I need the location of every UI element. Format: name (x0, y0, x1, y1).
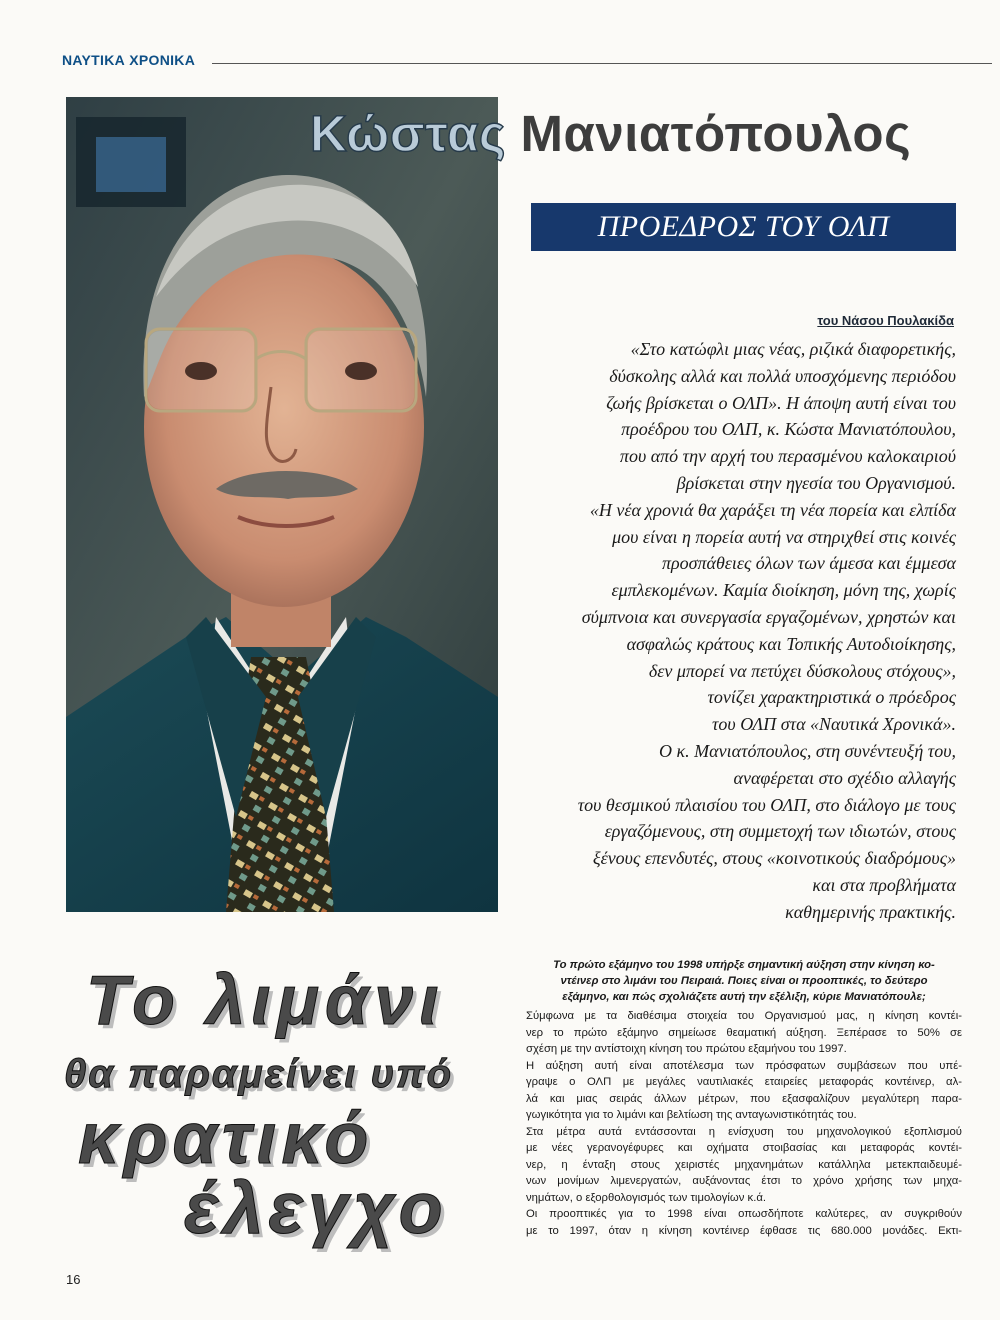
answer-line: λά και μιας σειράς άλλων μέτρων, που εξασφαλίζουν μεγαλύτερη παρα- (526, 1092, 962, 1105)
article-title (310, 104, 970, 174)
headline-line-3: κρατικό (78, 1099, 374, 1179)
interview-question (526, 957, 962, 1005)
question-line: εξάμηνο, και πώς σχολιάζετε αυτή την εξέλιξη, κύριε Μανιατόπουλε; (562, 991, 926, 1003)
intro-line: καθημερινής πρακτικής. (785, 901, 956, 922)
intro-line: τονίζει χαρακτηριστικά ο πρόεδρος (707, 687, 956, 708)
intro-line: εργαζόμενους, στη συμμετοχή των ιδιωτών, στους (604, 821, 956, 842)
title-first-name: Κώστας (310, 105, 506, 162)
title-last-name: Μανιατόπουλος (520, 105, 912, 162)
intro-line: προσπάθειες όλων των άμεσα και έμμεσα (661, 553, 956, 574)
intro-paragraph (508, 336, 956, 926)
interview-answer (526, 1008, 962, 1239)
answer-line: γωγικότητα για το λιμάνι και βελτίωση της ανταγωνιστικότητάς του. (526, 1109, 857, 1121)
answer-line: νων μονίμων λιμενεργατών, αυξάνοντας έτσι το χρόνο χρήσης των μηχα- (526, 1175, 962, 1187)
page-number: 16 (66, 1272, 81, 1287)
answer-line: Η αύξηση αυτή είναι αποτέλεσμα των πρόσφατων συμβάσεων που υπέ- (526, 1059, 962, 1072)
header-rule (212, 63, 992, 64)
intro-line: του ΟΛΠ στα «Ναυτικά Χρονικά». (711, 714, 956, 735)
headline-line-4: έλεγχο (184, 1169, 448, 1249)
intro-line: «Στο κατώφλι μιας νέας, ριζικά διαφορετικής, (630, 339, 956, 359)
byline: του Νάσου Πουλακίδα (817, 313, 954, 328)
question-line: Το πρώτο εξάμηνο του 1998 υπήρξε σημαντική αύξηση στην κίνηση κο- (553, 959, 935, 971)
answer-line: σχέση με την αντίστοιχη κίνηση του πρώτου εξαμήνου του 1997. (526, 1043, 847, 1055)
subtitle-banner: ΠΡΟΕΔΡΟΣ ΤΟΥ ΟΛΠ (531, 203, 956, 251)
intro-line: ζωής βρίσκεται ο ΟΛΠ». Η άποψη αυτή είναι του (606, 392, 956, 413)
answer-line: γραψε ο ΟΛΠ με μεγάλες ναυτιλιακές εταιρείες μεταφοράς κοντέινερ, αλ- (526, 1076, 962, 1088)
intro-line: που από την αρχή του περασμένου καλοκαιριού (619, 446, 956, 467)
intro-line: ασφαλώς κράτους και Τοπικής Αυτοδιοίκησης, (626, 633, 956, 654)
intro-line: δύσκολης αλλά και πολλά υποσχόμενης περιόδου (609, 365, 956, 386)
headline-line-2: θα παραμείνει υπό (64, 1052, 454, 1096)
intro-line: βρίσκεται στην ηγεσία του Οργανισμού. (676, 472, 956, 493)
headline-line-1: Το λιμάνι (86, 961, 445, 1039)
running-header (62, 52, 992, 72)
intro-line: αναφέρεται στο σχέδιο αλλαγής (733, 767, 956, 788)
answer-line: Σύμφωνα με τα διαθέσιμα στοιχεία του Οργανισμού μας, η κίνηση κοντέι- (526, 1010, 962, 1022)
intro-line: και στα προβλήματα (812, 874, 956, 895)
answer-line: Στα μέτρα αυτά εντάσσονται η ενίσχυση του μηχανολογικού εξοπλισμού (526, 1125, 962, 1138)
intro-line: σύμπνοια και συνεργασία εργαζομένων, χρηστών και (581, 606, 956, 627)
answer-line: νερ το πρώτο εξάμηνο σημείωσε θεαματική αύξηση. Ξεπέρασε το 50% σε (526, 1026, 962, 1039)
section-headline (62, 960, 502, 1249)
intro-line: ξένους επενδυτές, στους «κοινοτικούς διαδρόμους» (592, 848, 956, 869)
magazine-name: ΝΑΥΤΙΚΑ ΧΡΟΝΙΚΑ (62, 52, 196, 68)
answer-line: με το 1997, όταν η κίνηση κοντέινερ έφθασε τις 680.000 μονάδες. Εκτι- (526, 1224, 962, 1237)
portrait-illustration (66, 97, 498, 912)
intro-line: Ο κ. Μανιατόπουλος, στη συνέντευξή του, (659, 740, 956, 761)
intro-line: προέδρου του ΟΛΠ, κ. Κώστα Μανιατόπουλου, (621, 419, 956, 440)
intro-line: μου είναι η πορεία αυτή να στηριχθεί στις κοινές (612, 526, 956, 547)
intro-line: «Η νέα χρονιά θα χαράξει τη νέα πορεία και ελπίδα (589, 499, 956, 520)
answer-line: με νέες γερανογέφυρες και οχήματα στοιβασίας και μεταφοράς κοντέι- (526, 1142, 962, 1154)
intro-line: εμπλεκομένων. Καμία διοίκηση, μόνη της, χωρίς (611, 580, 956, 601)
portrait-photo (66, 97, 498, 912)
answer-line: Οι προοπτικές για το 1998 είναι οπωσδήποτε καλύτερες, αν συγκριθούν (526, 1208, 962, 1220)
intro-line: του θεσμικού πλαισίου του ΟΛΠ, στο διάλογο με τους (577, 794, 956, 815)
answer-line: νερ, η ένταξη στους χειριστές μηχανημάτων κατάλληλα μετεκπαιδευμέ- (526, 1158, 962, 1171)
question-line: ντέινερ στο λιμάνι του Πειραιά. Ποιες είναι οι προοπτικές, το δεύτερο (560, 975, 928, 987)
intro-line: δεν μπορεί να πετύχει δύσκολους στόχους», (648, 660, 956, 681)
answer-line: νημάτων, ο εξορθολογισμός των τιμολογίων κ.ά. (526, 1191, 766, 1204)
